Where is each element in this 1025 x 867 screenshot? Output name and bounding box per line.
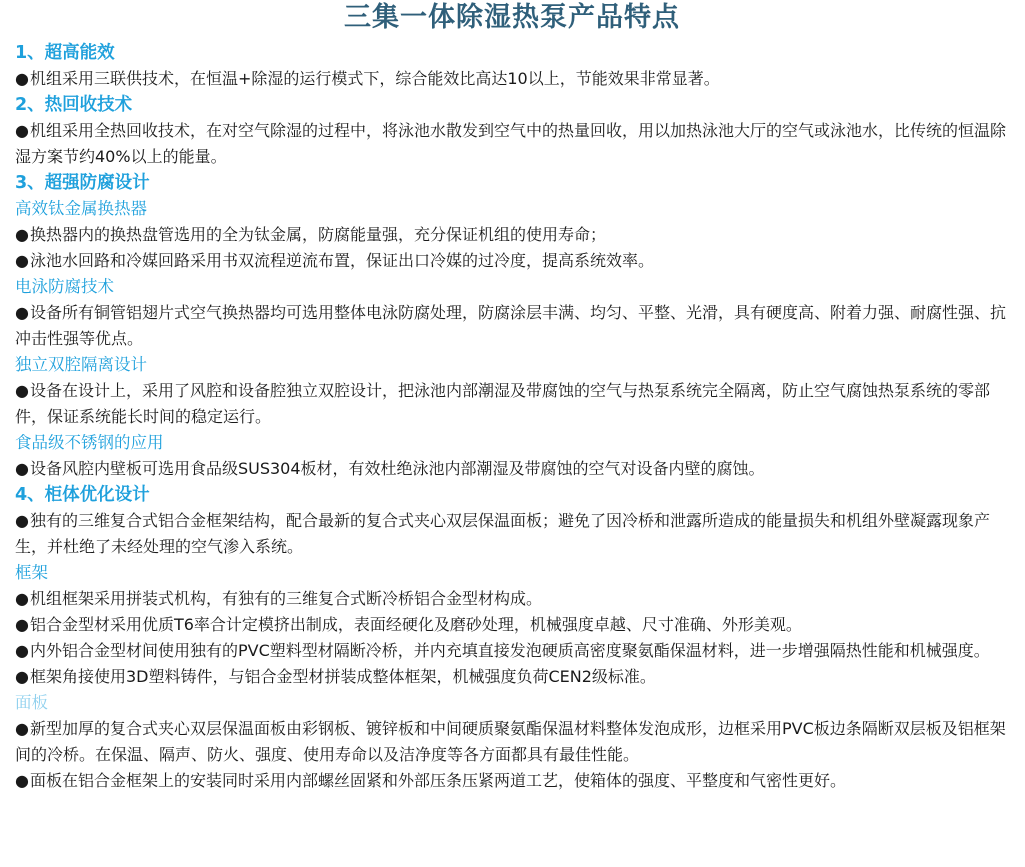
paragraph xyxy=(15,248,1009,274)
paragraph-text: 铝合金型材采用优质T6率合计定模挤出制成，表面经硬化及磨砂处理，机械强度卓越、尺寸准确、外形美观。 xyxy=(29,615,802,634)
bullet-icon: ● xyxy=(15,121,29,140)
bullet-icon: ● xyxy=(15,771,29,790)
paragraph xyxy=(15,586,1009,612)
paragraph xyxy=(15,716,1009,768)
paragraph xyxy=(15,300,1009,352)
paragraph-text: 框架角接使用3D塑料铸件，与铝合金型材拼装成整体框架，机械强度负荷CEN2级标准。 xyxy=(29,667,656,686)
page-title: 三集一体除湿热泵产品特点 xyxy=(344,2,680,33)
paragraph xyxy=(15,222,1009,248)
paragraph xyxy=(15,118,1009,170)
subsection-label: 独立双腔隔离设计 xyxy=(15,355,147,374)
paragraph xyxy=(15,638,1009,664)
paragraph xyxy=(15,612,1009,638)
bullet-icon: ● xyxy=(15,641,29,660)
bullet-icon: ● xyxy=(15,615,29,634)
section-heading-3: 3、超强防腐设计 xyxy=(15,173,150,193)
bullet-icon: ● xyxy=(15,719,29,738)
bullet-icon: ● xyxy=(15,69,29,88)
paragraph-text: 独有的三维复合式铝合金框架结构，配合最新的复合式夹心双层保温面板；避免了因冷桥和泄露所造成的能量损失和机组外壁凝露现象产生，并杜绝了未经处理的空气渗入系统。 xyxy=(15,511,990,556)
paragraph xyxy=(15,378,1009,430)
paragraph xyxy=(15,768,1009,794)
paragraph xyxy=(15,664,1009,690)
paragraph xyxy=(15,66,1009,92)
bullet-icon: ● xyxy=(15,589,29,608)
bullet-icon: ● xyxy=(15,251,29,270)
subsection-label: 框架 xyxy=(15,563,48,582)
paragraph-text: 泳池水回路和冷媒回路采用书双流程逆流布置，保证出口冷媒的过冷度，提高系统效率。 xyxy=(29,251,654,270)
paragraph xyxy=(15,456,1009,482)
bullet-icon: ● xyxy=(15,667,29,686)
section-heading-2: 2、热回收技术 xyxy=(15,95,133,115)
section-heading-4: 4、柜体优化设计 xyxy=(15,485,150,505)
paragraph-text: 机组框架采用拼装式机构，有独有的三维复合式断冷桥铝合金型材构成。 xyxy=(29,589,542,608)
bullet-icon: ● xyxy=(15,459,29,478)
bullet-icon: ● xyxy=(15,511,29,530)
paragraph-text: 设备在设计上，采用了风腔和设备腔独立双腔设计，把泳池内部潮湿及带腐蚀的空气与热泵系统完全隔离，防止空气腐蚀热泵系统的零部件，保证系统能长时间的稳定运行。 xyxy=(15,381,990,426)
paragraph-text: 新型加厚的复合式夹心双层保温面板由彩钢板、镀锌板和中间硬质聚氨酯保温材料整体发泡成形，边框采用PVC板边条隔断双层板及铝框架间的冷桥。在保温、隔声、防火、强度、使用寿命以及洁净度等各方面都具有最佳性能。 xyxy=(15,719,1006,764)
bullet-icon: ● xyxy=(15,225,29,244)
subsection-label: 食品级不锈钢的应用 xyxy=(15,433,164,452)
paragraph-text: 内外铝合金型材间使用独有的PVC塑料型材隔断冷桥，并内充填直接发泡硬质高密度聚氨酯保温材料，进一步增强隔热性能和机械强度。 xyxy=(29,641,990,660)
paragraph-text: 机组采用全热回收技术，在对空气除湿的过程中，将泳池水散发到空气中的热量回收，用以加热泳池大厅的空气或泳池水，比传统的恒温除湿方案节约40%以上的能量。 xyxy=(15,121,1006,166)
paragraph-text: 换热器内的换热盘管选用的全为钛金属，防腐能量强，充分保证机组的使用寿命； xyxy=(29,225,606,244)
paragraph-text: 机组采用三联供技术，在恒温+除湿的运行模式下，综合能效比高达10以上，节能效果非常显著。 xyxy=(29,69,720,88)
bullet-icon: ● xyxy=(15,303,29,322)
section-heading-1: 1、超高能效 xyxy=(15,43,115,63)
subsection-label: 电泳防腐技术 xyxy=(15,277,114,296)
paragraph-text: 设备所有铜管铝翅片式空气换热器均可选用整体电泳防腐处理，防腐涂层丰满、均匀、平整、光滑，具有硬度高、附着力强、耐腐性强、抗冲击性强等优点。 xyxy=(15,303,1006,348)
paragraph-text: 设备风腔内壁板可选用食品级SUS304板材，有效杜绝泳池内部潮湿及带腐蚀的空气对设备内壁的腐蚀。 xyxy=(29,459,765,478)
bullet-icon: ● xyxy=(15,381,29,400)
subsection-label: 高效钛金属换热器 xyxy=(15,199,147,218)
subsection-label: 面板 xyxy=(15,693,48,712)
paragraph-text: 面板在铝合金框架上的安装同时采用内部螺丝固紧和外部压条压紧两道工艺，使箱体的强度、平整度和气密性更好。 xyxy=(29,771,846,790)
paragraph xyxy=(15,508,1009,560)
